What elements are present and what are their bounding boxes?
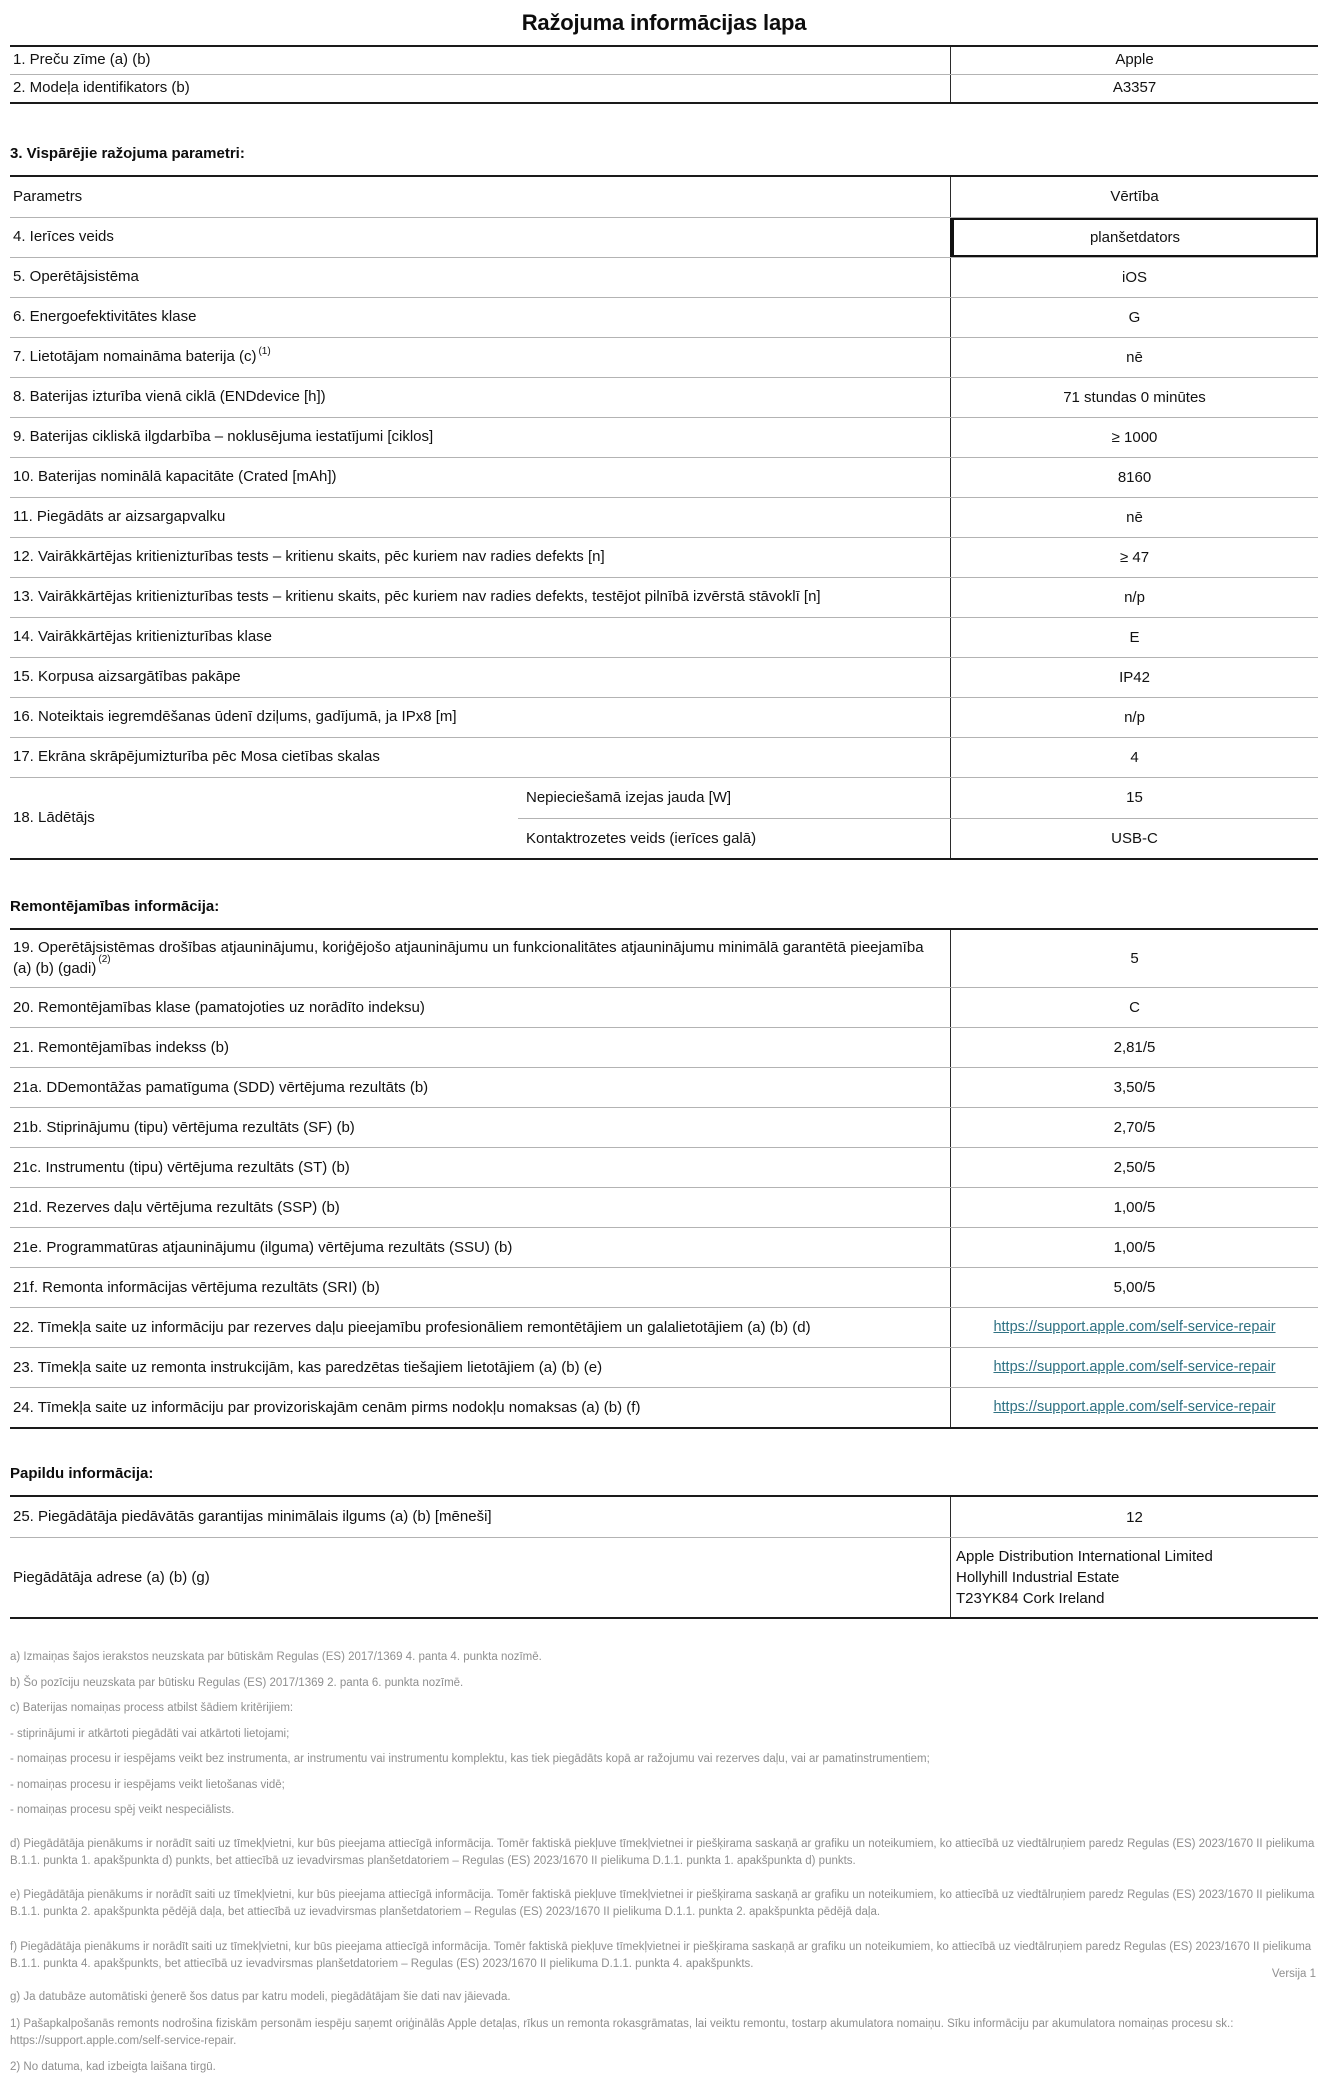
footnote: e) Piegādātāja pienākums ir norādīt saiti uz tīmekļvietni, kur būs pieejama attiecīgā informācija. Tomēr faktiskā piekļuve tīmekļvietnei ir piešķirama saskaņā ar grafiku un noteikumiem, ko attiecībā uz viedtālruņiem paredz Regulas (ES) 2023/1670 II pielikuma B.1.1. punkta 2. apakšpunkta pēdējā daļa, bet attiecībā uz ievadvirsmas planšetdatoriem – Regulas (ES) 2023/1670 II pielikuma D.1.1. punkta 2. apakšpunkta pēdējā daļa.: [10, 1889, 1315, 1919]
param-label: 13. Vairākkārtējas kritienizturības tests – kritienu skaits, pēc kuriem nav radies defekts, testējot pilnībā izvērstā stāvoklī [n]: [13, 588, 821, 606]
table-row: [10, 1187, 1318, 1227]
table-row: [10, 1027, 1318, 1067]
param-label: 12. Vairākkārtējas kritienizturības tests – kritienu skaits, pēc kuriem nav radies defekts [n]: [13, 548, 605, 566]
param-value: E: [950, 618, 1318, 657]
table-row: [10, 337, 1318, 377]
param-value: 4: [950, 738, 1318, 777]
table-row: [10, 1067, 1318, 1107]
table-row: [10, 217, 1318, 257]
address-line: Apple Distribution International Limited: [956, 1548, 1213, 1565]
param-label: 18. Lādētājs: [13, 809, 95, 826]
table-row: [10, 74, 1318, 102]
sub-param-label: Nepieciešamā izejas jauda [W]: [526, 789, 732, 806]
pricing-info-link[interactable]: https://support.apple.com/self-service-repair: [993, 1399, 1276, 1416]
param-value: n/p: [950, 698, 1318, 737]
param-value: 5: [950, 930, 1318, 988]
param-value: 1,00/5: [950, 1228, 1318, 1267]
footnote: d) Piegādātāja pienākums ir norādīt saiti uz tīmekļvietni, kur būs pieejama attiecīgā informācija. Tomēr faktiskā piekļuve tīmekļvietnei ir piešķirama saskaņā ar grafiku un noteikumiem, ko attiecībā uz viedtālruņiem paredz Regulas (ES) 2023/1670 II pielikuma B.1.1. punkta 1. apakšpunkta d) punkts, bet attiecībā uz ievadvirsmas planšetdatoriem – Regulas (ES) 2023/1670 II pielikuma D.1.1. punkta 1. apakšpunkta d) punkts.: [10, 1837, 1315, 1867]
param-label: 1. Preču zīme (a) (b): [13, 51, 151, 68]
param-label: 21b. Stiprinājumu (tipu) vērtējuma rezultāts (SF) (b): [13, 1118, 355, 1136]
table-row: [10, 1307, 1318, 1347]
param-label: 22. Tīmekļa saite uz informāciju par rezerves daļu pieejamību profesionāliem remontētājiem un galalietotājiem (a) (b) (d): [13, 1318, 811, 1336]
address-line: T23YK84 Cork Ireland: [956, 1590, 1105, 1607]
param-value-highlighted: planšetdators: [950, 218, 1318, 257]
footnote: 2) No datuma, kad izbeigta laišana tirgū.: [10, 2061, 216, 2074]
additional-information-table: [10, 1495, 1318, 1619]
column-header-value: Vērtība: [950, 177, 1318, 217]
param-label: 10. Baterijas nominālā kapacitāte (Crated [mAh]): [13, 468, 337, 486]
param-value: ≥ 47: [950, 538, 1318, 577]
table-row: [10, 257, 1318, 297]
param-label: 25. Piegādātāja piedāvātās garantijas minimālais ilgums (a) (b) [mēneši]: [13, 1508, 492, 1526]
param-label: [10, 930, 950, 988]
table-row: [10, 1147, 1318, 1187]
charger-sub-row: [518, 778, 1318, 818]
param-label: 21e. Programmatūras atjauninājumu (ilguma) vērtējuma rezultāts (SSU) (b): [13, 1238, 513, 1256]
table-row: [10, 1227, 1318, 1267]
table-row: [10, 1347, 1318, 1387]
param-label: 23. Tīmekļa saite uz remonta instrukcijām, kas paredzētas tiešajiem lietotājiem (a) (b) (e): [13, 1358, 603, 1376]
charger-sub-table: [518, 778, 1318, 858]
param-label: [10, 338, 950, 377]
supplier-address-row: [10, 1537, 1318, 1617]
param-label: 21. Remontējamības indekss (b): [13, 1038, 229, 1056]
param-label: 21f. Remonta informācijas vērtējuma rezultāts (SRI) (b): [13, 1278, 380, 1296]
table-row: [10, 417, 1318, 457]
param-value: nē: [950, 498, 1318, 537]
param-label: 9. Baterijas cikliskā ilgdarbība – noklusējuma iestatījumi [ciklos]: [13, 428, 434, 446]
param-label: 2. Modeļa identifikators (b): [13, 78, 190, 96]
param-label: 11. Piegādāts ar aizsargapvalku: [13, 508, 226, 526]
param-value: ≥ 1000: [950, 418, 1318, 457]
identification-table: [10, 45, 1318, 104]
param-value: G: [950, 298, 1318, 337]
section-heading-repairability: Remontējamības informācija:: [10, 897, 220, 915]
table-row: [10, 1497, 1318, 1537]
version-label: Versija 1: [1271, 1968, 1316, 1980]
footnote: b) Šo pozīciju neuzskata par būtisku Regulas (ES) 2017/1369 2. panta 6. punkta nozīmē.: [10, 1676, 464, 1689]
supplier-address-value: [950, 1538, 1318, 1617]
param-label: 17. Ekrāna skrāpējumizturība pēc Mosa cietības skalas: [13, 748, 380, 766]
param-label-main: 19. Operētājsistēmas drošības atjauninājumu, koriģējošo atjauninājumu un funkcionalitātes atjauninājumu minimālā garantētā pieejamība (a) (b) (gadi): [13, 938, 924, 978]
section-heading-general: 3. Vispārējie ražojuma parametri:: [10, 144, 245, 162]
param-value: 2,81/5: [950, 1028, 1318, 1067]
table-row: [10, 297, 1318, 337]
sub-param-label: Kontaktrozetes veids (ierīces galā): [526, 829, 757, 847]
param-value: 15: [950, 778, 1318, 818]
footnote: - nomaiņas procesu ir iespējams veikt bez instrumenta, ar instrumentu vai instrumentu komplektu, kas tiek piegādāts kopā ar ražojumu vai rezerves daļu, vai ar pamatinstrumentiem;: [10, 1753, 930, 1766]
param-value: IP42: [950, 658, 1318, 697]
footnote: a) Izmaiņas šajos ierakstos neuzskata par būtiskām Regulas (ES) 2017/1369 4. panta 4. punkta nozīmē.: [10, 1651, 542, 1663]
param-label: 8. Baterijas izturība vienā ciklā (ENDdevice [h]): [13, 388, 326, 406]
repair-instructions-link[interactable]: https://support.apple.com/self-service-repair: [993, 1359, 1276, 1376]
footnote: - nomaiņas procesu spēj veikt nespeciālists.: [10, 1804, 235, 1817]
param-value: [950, 1308, 1318, 1347]
param-value: A3357: [950, 75, 1318, 102]
param-value: Apple: [950, 47, 1318, 74]
table-row: [10, 537, 1318, 577]
table-row: [10, 47, 1318, 74]
table-row: [10, 697, 1318, 737]
param-label: 21d. Rezerves daļu vērtējuma rezultāts (SSP) (b): [13, 1198, 340, 1216]
param-label: 4. Ierīces veids: [13, 228, 114, 246]
param-value: 12: [950, 1497, 1318, 1537]
param-label-text: 7. Lietotājam nomaināma baterija (c): [13, 348, 257, 366]
param-value: 2,50/5: [950, 1148, 1318, 1187]
param-label: Piegādātāja adrese (a) (b) (g): [13, 1568, 210, 1586]
param-value: 3,50/5: [950, 1068, 1318, 1107]
param-label: 5. Operētājsistēma: [13, 268, 139, 286]
table-row: [10, 577, 1318, 617]
param-label: 20. Remontējamības klase (pamatojoties uz norādīto indeksu): [13, 998, 425, 1016]
general-parameters-table: [10, 175, 1318, 860]
param-value: 2,70/5: [950, 1108, 1318, 1147]
table-row: [10, 1387, 1318, 1427]
table-row: [10, 497, 1318, 537]
table-row: [10, 1107, 1318, 1147]
param-label: 6. Energoefektivitātes klase: [13, 308, 197, 326]
footnote: f) Piegādātāja pienākums ir norādīt saiti uz tīmekļvietni, kur būs pieejama attiecīgā informācija. Tomēr faktiskā piekļuve tīmekļvietnei ir piešķirama saskaņā ar grafiku un noteikumiem, ko attiecībā uz viedtālruņiem paredz Regulas (ES) 2023/1670 II pielikuma B.1.1. punkta 4. apakšpunkts, bet attiecībā uz ievadvirsmas planšetdatoriem – Regulas (ES) 2023/1670 II pielikuma D.1.1. punkta 4. apakšpunkts.: [10, 1940, 1312, 1970]
address-line: Hollyhill Industrial Estate: [956, 1569, 1120, 1586]
table-row: [10, 657, 1318, 697]
footnote: g) Ja datubāze automātiski ģenerē šos datus par katru modeli, piegādātājam šie dati nav jāievada.: [10, 1991, 511, 2004]
param-value: [950, 1388, 1318, 1427]
repairability-table: [10, 928, 1318, 1430]
footnote: c) Baterijas nomaiņas process atbilst šādiem kritērijiem:: [10, 1702, 294, 1715]
footnotes: [10, 1650, 1318, 2076]
spare-parts-link[interactable]: https://support.apple.com/self-service-repair: [993, 1319, 1276, 1336]
param-label: 16. Noteiktais iegremdēšanas ūdenī dziļums, gadījumā, ja IPx8 [m]: [13, 708, 457, 726]
param-value: iOS: [950, 258, 1318, 297]
footnote: - nomaiņas procesu ir iespējams veikt lietošanas vidē;: [10, 1778, 285, 1791]
table-row: [10, 457, 1318, 497]
footnote-marker: (2): [98, 954, 111, 966]
charger-sub-row: [518, 818, 1318, 858]
charger-row: [10, 777, 1318, 858]
footnote: - stiprinājumi ir atkārtoti piegādāti vai atkārtoti lietojami;: [10, 1727, 290, 1740]
footnote: 1) Pašapkalpošanās remonts nodrošina fiziskām personām iespēju saņemt oriģinālās Apple detaļas, rīkus un remonta rokasgrāmatas, lai veiktu remontu, tostarp akumulatora nomaiņu. Sīku informāciju par akumulatora nomaiņas procesu sk.: https://support.apple.com/self-service-repair.: [10, 2017, 1234, 2047]
table-row: [10, 377, 1318, 417]
param-label: 21a. DDemontāžas pamatīguma (SDD) vērtējuma rezultāts (b): [13, 1078, 429, 1096]
param-value: n/p: [950, 578, 1318, 617]
footnote-marker: (1): [258, 345, 271, 357]
param-value: nē: [950, 338, 1318, 377]
page-title: Ražojuma informācijas lapa: [521, 10, 807, 35]
param-value: [950, 1348, 1318, 1387]
param-label: 15. Korpusa aizsargātības pakāpe: [13, 668, 241, 686]
table-row: [10, 1267, 1318, 1307]
param-label-text: [13, 937, 936, 981]
param-value: 5,00/5: [950, 1268, 1318, 1307]
param-label: 14. Vairākkārtējas kritienizturības klase: [13, 628, 272, 646]
param-value: USB-C: [950, 819, 1318, 858]
column-header-param: Parametrs: [13, 187, 83, 205]
param-label: 24. Tīmekļa saite uz informāciju par provizoriskajām cenām pirms nodokļu nomaksas (a) (b) (f): [13, 1398, 641, 1416]
param-value: 71 stundas 0 minūtes: [950, 378, 1318, 417]
section-heading-additional: Papildu informācija:: [10, 1465, 154, 1482]
table-header-row: [10, 177, 1318, 217]
table-row: [10, 617, 1318, 657]
table-row: [10, 987, 1318, 1027]
param-value: C: [950, 988, 1318, 1027]
param-value: 8160: [950, 458, 1318, 497]
param-value: 1,00/5: [950, 1188, 1318, 1227]
param-label: 21c. Instrumentu (tipu) vērtējuma rezultāts (ST) (b): [13, 1158, 350, 1176]
table-row: [10, 737, 1318, 777]
table-row: [10, 930, 1318, 988]
